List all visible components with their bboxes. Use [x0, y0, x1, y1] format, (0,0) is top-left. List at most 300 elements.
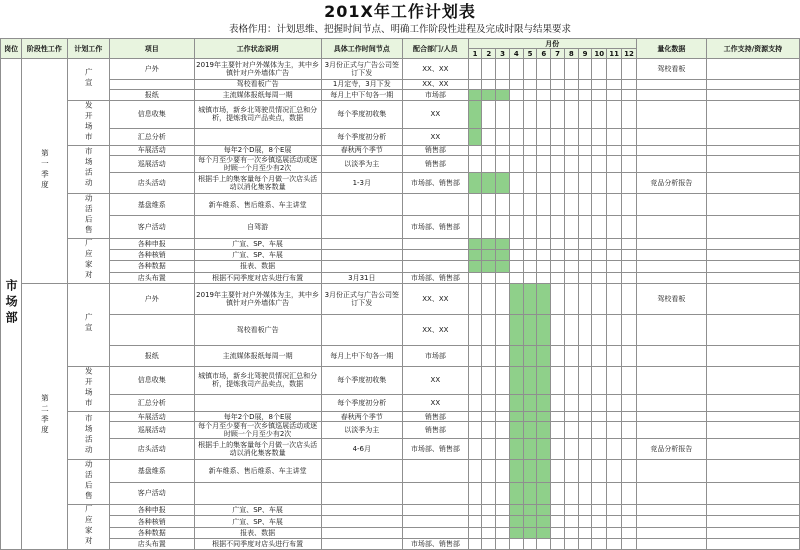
- metric-cell: 竞品分析报告: [636, 172, 706, 193]
- month-active-cell: [523, 366, 537, 394]
- support-cell: [706, 145, 799, 155]
- month-cell: [551, 250, 565, 261]
- month-cell: [622, 155, 637, 172]
- month-active-cell: [482, 250, 496, 261]
- time-cell: 3月31日: [321, 272, 402, 283]
- plan-cell: [67, 283, 109, 366]
- status-cell: [194, 482, 321, 505]
- month-active-cell: [509, 394, 523, 411]
- month-active-cell: [468, 250, 482, 261]
- month-cell: [537, 238, 551, 249]
- item-cell: 户外: [109, 283, 194, 314]
- table-row: [1, 482, 800, 505]
- month-cell: [622, 90, 637, 100]
- month-cell: [592, 366, 607, 394]
- table-row: [1, 216, 800, 239]
- month-cell: [564, 172, 578, 193]
- header-plan: 计划工作: [67, 39, 109, 59]
- month-cell: [537, 79, 551, 89]
- month-cell: [523, 538, 537, 549]
- month-active-cell: [509, 527, 523, 538]
- table-row: [1, 505, 800, 516]
- support-cell: [706, 250, 799, 261]
- dept-cell: [403, 516, 469, 527]
- month-cell: [537, 100, 551, 128]
- month-active-cell: [496, 90, 510, 100]
- month-active-cell: [509, 505, 523, 516]
- month-cell: [564, 411, 578, 421]
- month-cell: [551, 172, 565, 193]
- month-header-3: 3: [496, 49, 510, 59]
- month-cell: [592, 538, 607, 549]
- time-cell: [321, 250, 402, 261]
- month-cell: [496, 439, 510, 460]
- month-cell: [592, 59, 607, 80]
- support-cell: [706, 460, 799, 483]
- status-cell: 每年2个D展，8个E展: [194, 411, 321, 421]
- item-cell: 店头活动: [109, 172, 194, 193]
- support-cell: [706, 422, 799, 439]
- dept-cell: XX: [403, 394, 469, 411]
- time-cell: [321, 261, 402, 272]
- table-row: [1, 100, 800, 128]
- plan-label: 厂应家对: [84, 238, 94, 281]
- month-cell: [564, 460, 578, 483]
- month-cell: [551, 216, 565, 239]
- month-active-cell: [523, 411, 537, 421]
- metric-cell: [636, 216, 706, 239]
- month-cell: [537, 193, 551, 216]
- month-active-cell: [509, 411, 523, 421]
- support-cell: [706, 59, 799, 80]
- support-cell: [706, 155, 799, 172]
- header-metric: 量化数据: [636, 39, 706, 59]
- table-row: [1, 238, 800, 249]
- month-cell: [578, 460, 592, 483]
- table-row: [1, 90, 800, 100]
- time-cell: [321, 538, 402, 549]
- month-cell: [592, 145, 607, 155]
- month-active-cell: [509, 314, 523, 345]
- month-cell: [592, 422, 607, 439]
- metric-cell: [636, 79, 706, 89]
- month-cell: [509, 128, 523, 145]
- time-cell: 每个季度初收集: [321, 366, 402, 394]
- item-cell: 户外: [109, 59, 194, 80]
- status-cell: 广宣、SP、车展: [194, 505, 321, 516]
- month-cell: [496, 411, 510, 421]
- support-cell: [706, 516, 799, 527]
- month-cell: [468, 346, 482, 367]
- dept-cell: XX、XX: [403, 59, 469, 80]
- month-active-cell: [468, 90, 482, 100]
- month-cell: [607, 314, 622, 345]
- month-cell: [537, 172, 551, 193]
- month-cell: [622, 505, 637, 516]
- plan-cell: [67, 460, 109, 505]
- month-cell: [496, 366, 510, 394]
- item-cell: 店头活动: [109, 439, 194, 460]
- month-cell: [482, 366, 496, 394]
- table-row: [1, 527, 800, 538]
- month-cell: [592, 394, 607, 411]
- metric-cell: 驾校看板: [636, 59, 706, 80]
- plan-cell: [67, 59, 109, 101]
- item-cell: 店头布置: [109, 538, 194, 549]
- month-cell: [564, 422, 578, 439]
- support-cell: [706, 90, 799, 100]
- dept-cell: 市场部: [403, 346, 469, 367]
- month-cell: [509, 238, 523, 249]
- month-cell: [551, 439, 565, 460]
- month-active-cell: [468, 261, 482, 272]
- dept-cell: XX: [403, 366, 469, 394]
- month-cell: [607, 527, 622, 538]
- month-active-cell: [496, 250, 510, 261]
- table-row: [1, 272, 800, 283]
- month-cell: [482, 411, 496, 421]
- month-cell: [622, 216, 637, 239]
- plan-cell: [67, 100, 109, 145]
- item-cell: 车展活动: [109, 145, 194, 155]
- month-cell: [622, 516, 637, 527]
- month-cell: [607, 193, 622, 216]
- plan-label: 发开场市: [84, 100, 94, 143]
- metric-cell: 驾校看板: [636, 283, 706, 314]
- month-header-8: 8: [564, 49, 578, 59]
- month-cell: [607, 250, 622, 261]
- month-cell: [564, 314, 578, 345]
- month-cell: [482, 100, 496, 128]
- month-cell: [551, 283, 565, 314]
- support-cell: [706, 439, 799, 460]
- month-cell: [482, 145, 496, 155]
- month-active-cell: [496, 261, 510, 272]
- month-cell: [551, 527, 565, 538]
- dept-cell: [403, 238, 469, 249]
- month-cell: [592, 283, 607, 314]
- item-cell: [109, 314, 194, 345]
- time-cell: 春秋两个季节: [321, 145, 402, 155]
- metric-cell: [636, 366, 706, 394]
- month-cell: [592, 272, 607, 283]
- month-cell: [537, 59, 551, 80]
- month-cell: [468, 314, 482, 345]
- month-cell: [496, 346, 510, 367]
- status-cell: [194, 128, 321, 145]
- dept-cell: 销售部: [403, 422, 469, 439]
- month-cell: [622, 527, 637, 538]
- dept-cell: [403, 261, 469, 272]
- item-cell: 信息收集: [109, 366, 194, 394]
- month-cell: [622, 59, 637, 80]
- month-active-cell: [537, 346, 551, 367]
- season-cell: [22, 59, 67, 284]
- dept-cell: [403, 193, 469, 216]
- dept-cell: [403, 482, 469, 505]
- month-cell: [607, 90, 622, 100]
- month-active-cell: [523, 346, 537, 367]
- month-cell: [537, 250, 551, 261]
- status-cell: 根据手上的集客量每个月做一次店头活动以消化集客数量: [194, 172, 321, 193]
- dept-cell: XX、XX: [403, 314, 469, 345]
- month-active-cell: [482, 90, 496, 100]
- month-cell: [578, 366, 592, 394]
- item-cell: 客户活动: [109, 482, 194, 505]
- metric-cell: [636, 90, 706, 100]
- month-cell: [622, 193, 637, 216]
- month-cell: [482, 128, 496, 145]
- month-cell: [592, 439, 607, 460]
- month-active-cell: [496, 238, 510, 249]
- table-row: [1, 422, 800, 439]
- month-cell: [523, 172, 537, 193]
- item-cell: 报纸: [109, 90, 194, 100]
- month-cell: [607, 145, 622, 155]
- month-cell: [551, 261, 565, 272]
- month-cell: [607, 366, 622, 394]
- status-cell: 主流媒体报纸每周一期: [194, 346, 321, 367]
- month-cell: [592, 314, 607, 345]
- month-header-2: 2: [482, 49, 496, 59]
- item-cell: 车展活动: [109, 411, 194, 421]
- status-cell: 新车维系、售后维系、车主讲堂: [194, 460, 321, 483]
- month-cell: [607, 216, 622, 239]
- post-label: 市场部: [4, 279, 19, 328]
- dept-cell: 市场部: [403, 90, 469, 100]
- month-cell: [509, 59, 523, 80]
- time-cell: 4-6月: [321, 439, 402, 460]
- table-row: [1, 538, 800, 549]
- month-cell: [496, 145, 510, 155]
- item-cell: 汇总分析: [109, 128, 194, 145]
- month-cell: [564, 145, 578, 155]
- month-cell: [523, 261, 537, 272]
- month-cell: [592, 238, 607, 249]
- month-cell: [509, 172, 523, 193]
- status-cell: 2019年主要针对户外媒体为主，其中乡镇针对户外墙体广告: [194, 283, 321, 314]
- month-cell: [551, 366, 565, 394]
- table-row: [1, 283, 800, 314]
- month-cell: [622, 79, 637, 89]
- table-row: [1, 261, 800, 272]
- metric-cell: [636, 261, 706, 272]
- support-cell: [706, 272, 799, 283]
- item-cell: 店头布置: [109, 272, 194, 283]
- month-cell: [622, 145, 637, 155]
- status-cell: 报表、数据: [194, 261, 321, 272]
- dept-cell: 市场部、销售部: [403, 172, 469, 193]
- item-cell: 各种数据: [109, 261, 194, 272]
- season-label: 第一季度: [40, 148, 50, 191]
- month-cell: [564, 100, 578, 128]
- month-cell: [551, 394, 565, 411]
- month-cell: [564, 261, 578, 272]
- support-cell: [706, 411, 799, 421]
- time-cell: 春秋两个季节: [321, 411, 402, 421]
- month-cell: [578, 482, 592, 505]
- dept-cell: 市场部、销售部: [403, 216, 469, 239]
- plan-cell: [67, 193, 109, 238]
- month-cell: [468, 439, 482, 460]
- month-cell: [592, 261, 607, 272]
- month-cell: [482, 527, 496, 538]
- plan-label: 市场活动: [84, 413, 94, 456]
- table-row: [1, 460, 800, 483]
- item-cell: 各种核销: [109, 250, 194, 261]
- status-cell: 根据手上的集客量每个月做一次店头活动以消化集客数量: [194, 439, 321, 460]
- month-active-cell: [537, 394, 551, 411]
- month-active-cell: [509, 460, 523, 483]
- month-cell: [607, 505, 622, 516]
- item-cell: 各种申报: [109, 505, 194, 516]
- time-cell: 每个季度初收集: [321, 100, 402, 128]
- month-cell: [523, 90, 537, 100]
- dept-cell: 市场部、销售部: [403, 272, 469, 283]
- metric-cell: [636, 394, 706, 411]
- month-active-cell: [509, 516, 523, 527]
- plan-label: 动活后售: [84, 193, 94, 236]
- month-cell: [622, 261, 637, 272]
- metric-cell: [636, 538, 706, 549]
- item-cell: [109, 79, 194, 89]
- support-cell: [706, 172, 799, 193]
- item-cell: 信息收集: [109, 100, 194, 128]
- month-cell: [496, 216, 510, 239]
- month-cell: [592, 460, 607, 483]
- month-cell: [523, 128, 537, 145]
- month-cell: [468, 538, 482, 549]
- month-cell: [564, 394, 578, 411]
- dept-cell: XX: [403, 128, 469, 145]
- month-active-cell: [523, 283, 537, 314]
- month-cell: [622, 439, 637, 460]
- item-cell: 客户活动: [109, 216, 194, 239]
- month-cell: [496, 422, 510, 439]
- month-cell: [592, 79, 607, 89]
- item-cell: 基盘维系: [109, 193, 194, 216]
- dept-cell: 销售部: [403, 411, 469, 421]
- month-cell: [537, 216, 551, 239]
- month-active-cell: [537, 527, 551, 538]
- month-cell: [551, 100, 565, 128]
- month-cell: [607, 128, 622, 145]
- month-cell: [592, 516, 607, 527]
- support-cell: [706, 314, 799, 345]
- metric-cell: [636, 422, 706, 439]
- support-cell: [706, 366, 799, 394]
- month-cell: [496, 128, 510, 145]
- month-cell: [564, 238, 578, 249]
- season-label: 第二季度: [40, 394, 50, 437]
- month-cell: [468, 366, 482, 394]
- time-cell: [321, 460, 402, 483]
- time-cell: [321, 516, 402, 527]
- month-cell: [607, 59, 622, 80]
- month-cell: [622, 411, 637, 421]
- month-cell: [578, 155, 592, 172]
- month-cell: [592, 216, 607, 239]
- metric-cell: [636, 128, 706, 145]
- header-support: 工作支持/资源支持: [706, 39, 799, 59]
- month-cell: [523, 216, 537, 239]
- metric-cell: 竞品分析报告: [636, 439, 706, 460]
- month-cell: [551, 505, 565, 516]
- month-active-cell: [537, 439, 551, 460]
- item-cell: 各种申报: [109, 238, 194, 249]
- time-cell: 以淡季为主: [321, 155, 402, 172]
- month-cell: [509, 90, 523, 100]
- month-active-cell: [523, 516, 537, 527]
- month-header-7: 7: [551, 49, 565, 59]
- status-cell: 每年2个D展，8个E展: [194, 145, 321, 155]
- page-subtitle: 表格作用：计划思维、把握时间节点、明确工作阶段性进程及完成时限与结果要求: [228, 24, 571, 35]
- month-cell: [607, 538, 622, 549]
- month-cell: [468, 145, 482, 155]
- month-cell: [468, 422, 482, 439]
- month-cell: [537, 261, 551, 272]
- month-cell: [509, 261, 523, 272]
- status-cell: [194, 394, 321, 411]
- month-cell: [523, 100, 537, 128]
- header-status: 工作状态说明: [194, 39, 321, 59]
- status-cell: 报表、数据: [194, 527, 321, 538]
- month-cell: [482, 193, 496, 216]
- support-cell: [706, 505, 799, 516]
- month-cell: [578, 216, 592, 239]
- month-active-cell: [537, 422, 551, 439]
- month-active-cell: [509, 366, 523, 394]
- month-active-cell: [482, 238, 496, 249]
- month-active-cell: [523, 460, 537, 483]
- month-cell: [482, 482, 496, 505]
- time-cell: [321, 527, 402, 538]
- month-cell: [578, 516, 592, 527]
- metric-cell: [636, 505, 706, 516]
- month-cell: [622, 272, 637, 283]
- month-cell: [551, 272, 565, 283]
- month-cell: [578, 394, 592, 411]
- month-cell: [564, 538, 578, 549]
- header-dept: 配合部门/人员: [403, 39, 469, 59]
- month-cell: [607, 79, 622, 89]
- month-cell: [564, 90, 578, 100]
- month-cell: [622, 172, 637, 193]
- month-cell: [578, 272, 592, 283]
- month-cell: [496, 272, 510, 283]
- month-cell: [564, 366, 578, 394]
- metric-cell: [636, 272, 706, 283]
- metric-cell: [636, 155, 706, 172]
- month-cell: [537, 272, 551, 283]
- month-cell: [482, 272, 496, 283]
- month-active-cell: [537, 411, 551, 421]
- month-cell: [607, 172, 622, 193]
- month-cell: [564, 283, 578, 314]
- month-cell: [468, 505, 482, 516]
- status-cell: 广宣、SP、车展: [194, 250, 321, 261]
- month-header-5: 5: [523, 49, 537, 59]
- month-cell: [551, 193, 565, 216]
- month-cell: [564, 346, 578, 367]
- month-cell: [607, 411, 622, 421]
- month-header-4: 4: [509, 49, 523, 59]
- page-title: 201X年工作计划表: [324, 2, 476, 21]
- month-active-cell: [537, 283, 551, 314]
- month-cell: [523, 193, 537, 216]
- metric-cell: [636, 314, 706, 345]
- month-cell: [607, 516, 622, 527]
